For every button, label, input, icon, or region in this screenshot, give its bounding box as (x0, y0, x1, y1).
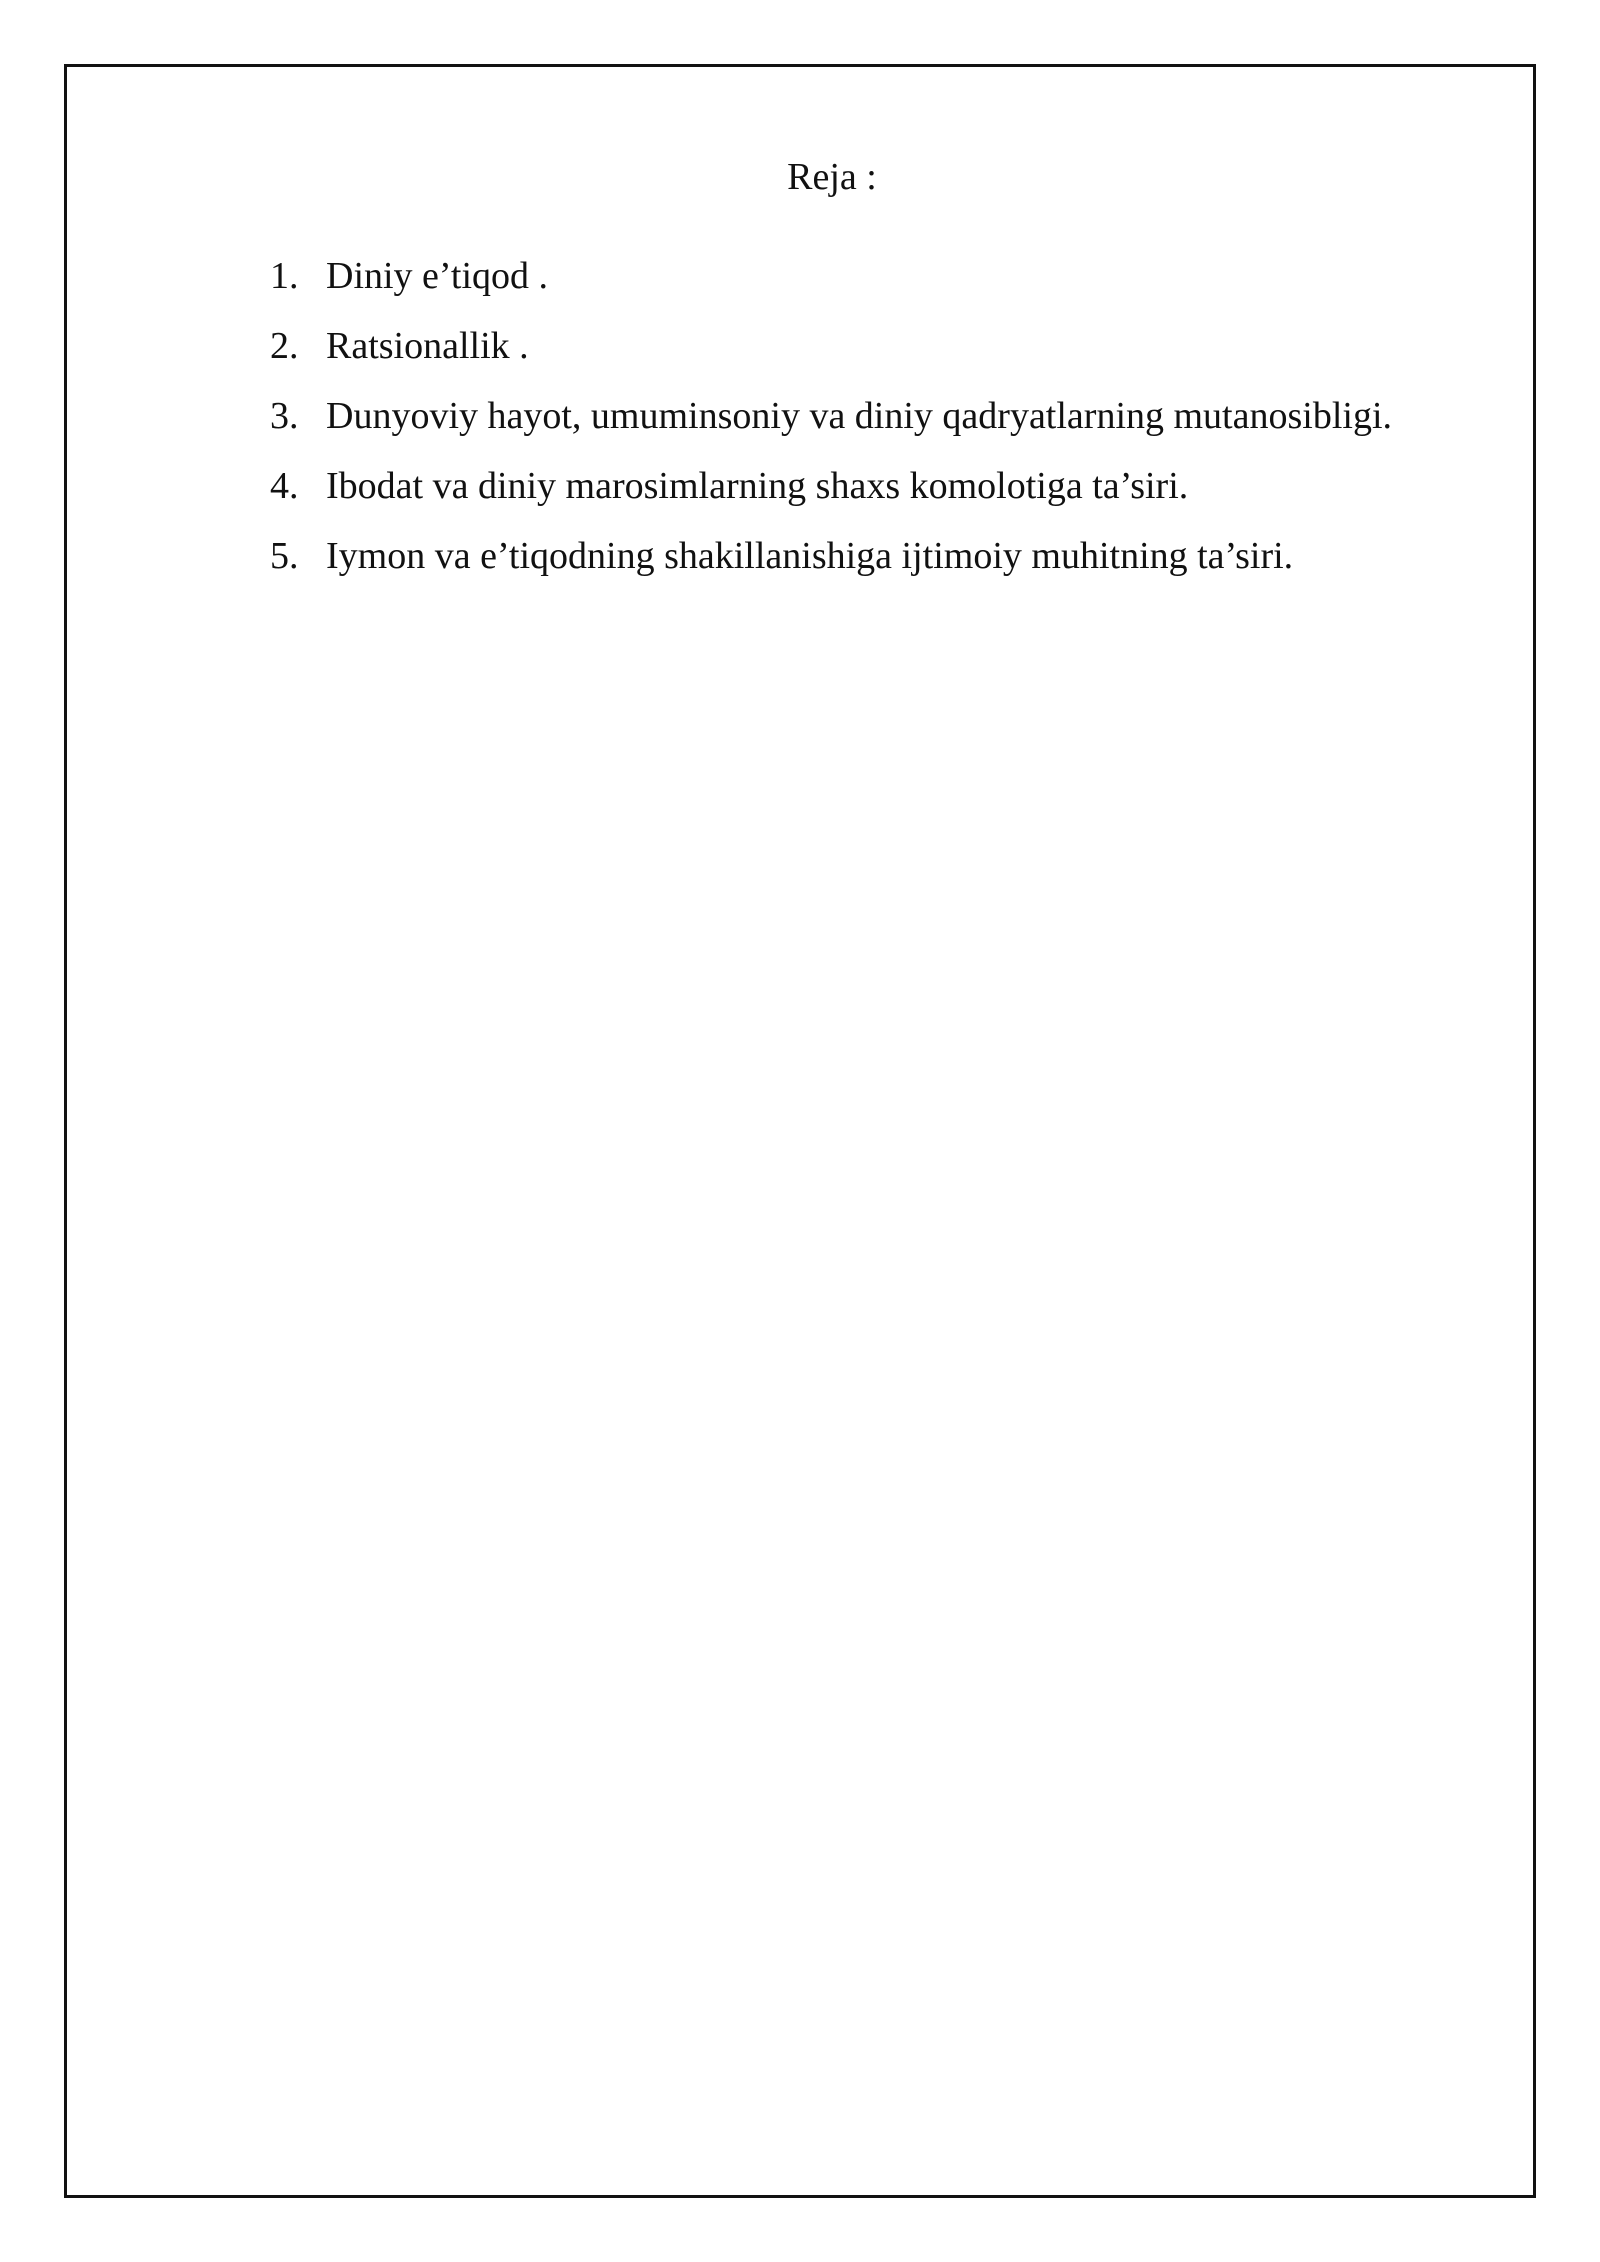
list-item-text: Diniy e’tiqod . (326, 255, 549, 297)
list-item-text: Ratsionallik . (326, 325, 529, 367)
list-item (270, 241, 1410, 311)
list-item (270, 521, 1410, 591)
list-item (270, 381, 1410, 451)
plan-list (270, 241, 1410, 591)
page-title: Reja : (787, 156, 877, 198)
list-item (270, 451, 1410, 521)
list-item-number: 3. (270, 395, 299, 437)
list-item-number: 5. (270, 535, 299, 577)
list-item-number: 2. (270, 325, 299, 367)
list-item-text: Dunyoviy hayot, umuminsoniy va diniy qadryatlarning mutanosibligi. (326, 395, 1393, 437)
list-item-text: Ibodat va diniy marosimlarning shaxs komolotiga ta’siri. (326, 465, 1189, 507)
list-item-number: 4. (270, 465, 299, 507)
list-item-number: 1. (270, 255, 299, 297)
list-item-text: Iymon va e’tiqodning shakillanishiga ijtimoiy muhitning ta’siri. (326, 535, 1294, 577)
list-item (270, 311, 1410, 381)
